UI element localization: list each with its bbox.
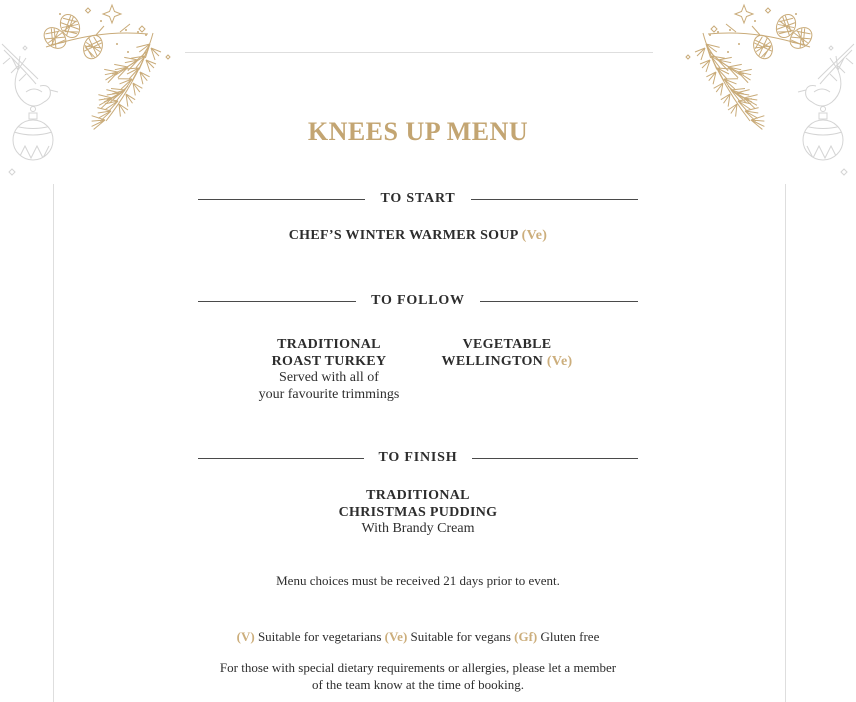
legend-text: Suitable for vegans (410, 629, 511, 644)
menu-item-vegetable-wellington (418, 337, 596, 403)
menu-item-roast-turkey (240, 337, 418, 403)
dietary-tag-vegetarian: (V) (236, 629, 255, 644)
menu-item-name: CHEF’S WINTER WARMER SOUP (288, 228, 518, 243)
dietary-legend (198, 629, 638, 645)
card-border-left (53, 184, 54, 702)
divider-line (198, 458, 364, 459)
menu-item-name: TRADITIONAL (366, 488, 470, 503)
section-divider-to-follow (198, 293, 638, 309)
menu-item-soup (198, 228, 638, 244)
menu-item-name: VEGETABLE (462, 337, 552, 352)
divider-line (480, 301, 638, 302)
dietary-tag-vegan: (Ve) (384, 629, 408, 644)
menu-item-description: With Brandy Cream (361, 521, 475, 536)
section-heading-to-finish: TO FINISH (378, 450, 458, 465)
card-border-top (185, 52, 653, 53)
divider-line (471, 199, 638, 200)
card-border-right (785, 184, 786, 702)
menu-item-christmas-pudding (198, 488, 638, 538)
dietary-tag-vegan: (Ve) (546, 353, 573, 369)
mains-columns (198, 337, 638, 403)
legend-text: Gluten free (540, 629, 600, 644)
menu-item-description: Served with all of (279, 370, 379, 385)
allergy-notice (198, 659, 638, 693)
menu-choices-notice: Menu choices must be received 21 days prior to event. (276, 573, 560, 588)
dietary-tag-vegan: (Ve) (521, 228, 548, 243)
section-divider-to-start (198, 191, 638, 207)
divider-line (198, 301, 356, 302)
section-heading-to-start: TO START (380, 191, 456, 206)
menu-item-name: TRADITIONAL (277, 337, 381, 352)
menu-item-name: ROAST TURKEY (271, 353, 387, 369)
allergy-notice-line: For those with special dietary requirements or allergies, please let a member (219, 660, 617, 675)
divider-line (198, 199, 365, 200)
menu-item-description: your favourite trimmings (258, 386, 400, 402)
dietary-tag-gluten-free: (Gf) (514, 629, 538, 644)
page-title: KNEES UP MENU (307, 117, 529, 146)
menu-item-name: CHRISTMAS PUDDING (338, 504, 498, 520)
divider-line (472, 458, 638, 459)
corner-decoration-left (0, 0, 190, 190)
allergy-notice-line: of the team know at the time of booking. (312, 677, 524, 692)
corner-decoration-right (666, 0, 856, 190)
menu-item-name: WELLINGTON (Ve) (441, 353, 573, 369)
legend-text: Suitable for vegetarians (257, 629, 382, 644)
section-divider-to-finish (198, 450, 638, 466)
section-heading-to-follow: TO FOLLOW (371, 293, 465, 308)
